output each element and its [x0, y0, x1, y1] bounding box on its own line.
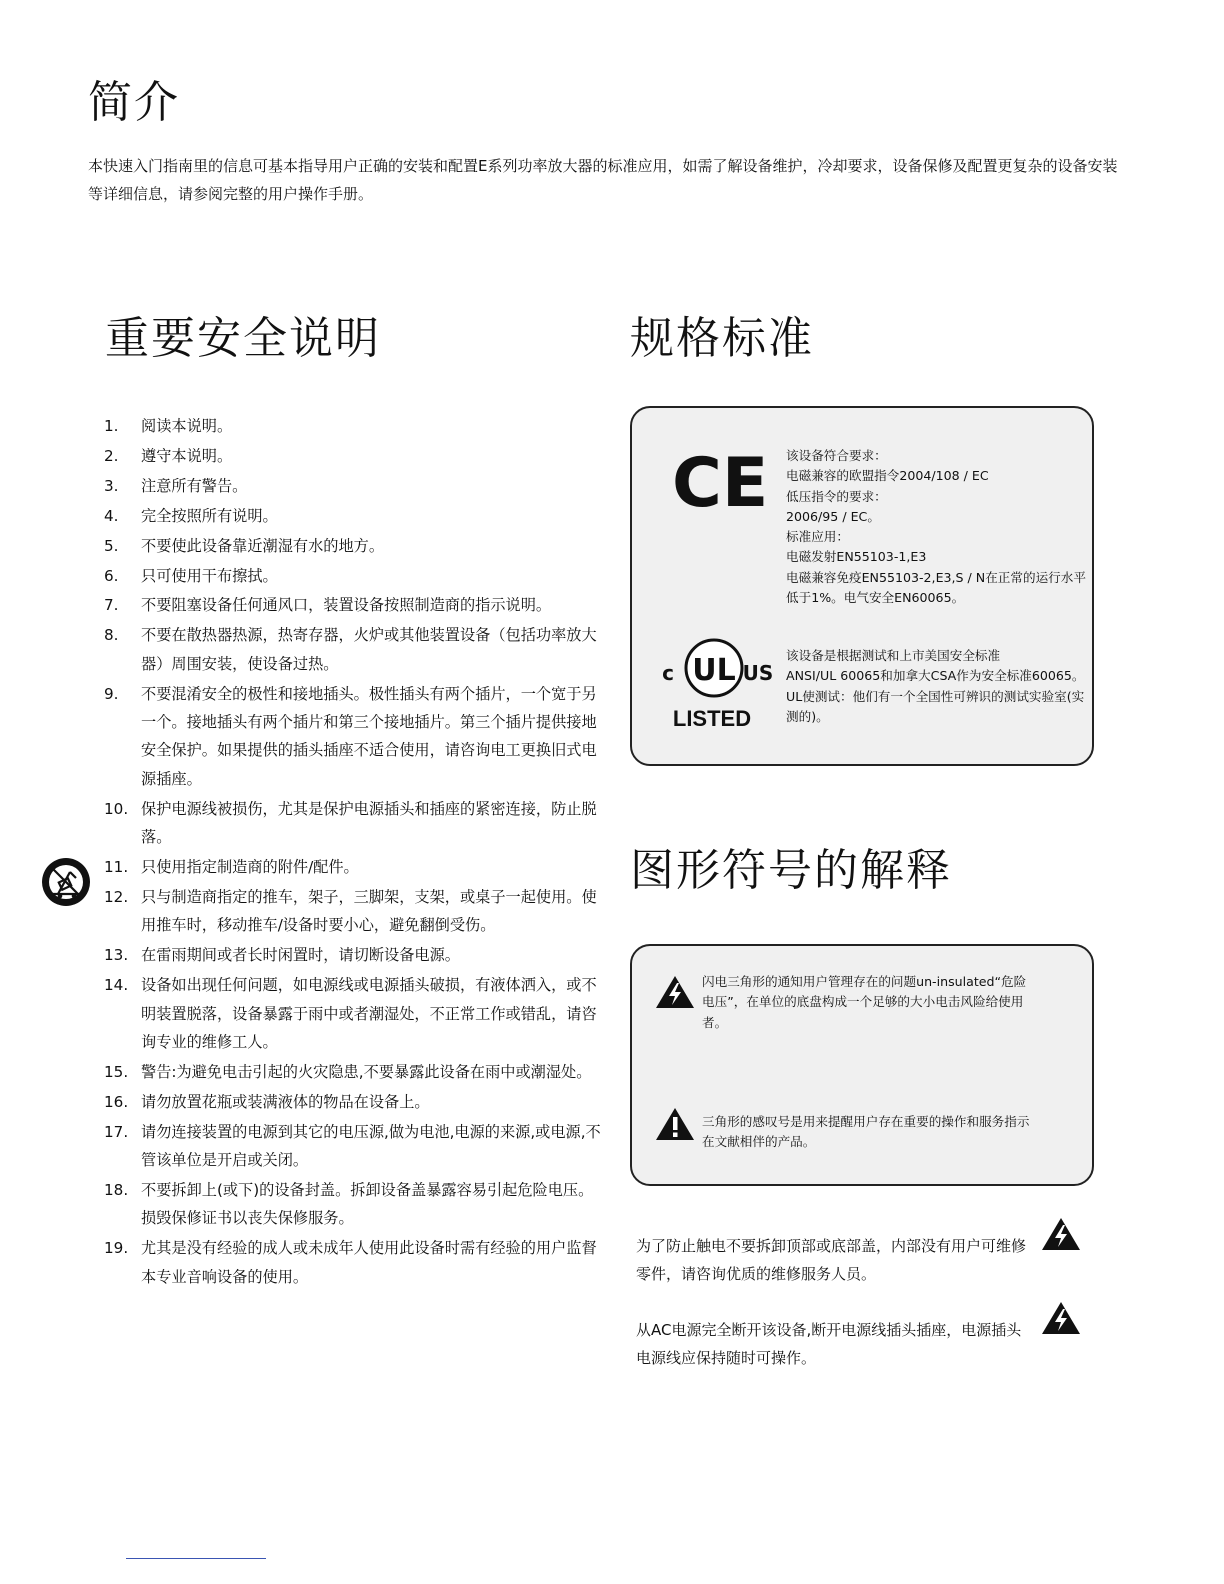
- lightning-triangle-icon: [1040, 1300, 1082, 1336]
- intro-title: 简介: [88, 77, 180, 128]
- safety-item: [104, 502, 604, 530]
- ce-line: 电磁兼容免疫EN55103-2,E3,S / N在正常的运行水平低于1%。电气安全EN60065。: [786, 569, 1086, 606]
- ul-listed-mark-icon: [658, 636, 778, 740]
- svg-text:UL: UL: [692, 653, 736, 688]
- safety-item-number: 2.: [104, 446, 119, 465]
- safety-item-text: 只使用指定制造商的附件/配件。: [141, 858, 359, 877]
- safety-item: [104, 680, 604, 794]
- safety-item-text: 不要阻塞设备任何通风口，装置设备按照制造商的指示说明。: [141, 596, 552, 615]
- ce-line: 2006/95 / EC。: [786, 508, 880, 524]
- safety-item-text: 请勿放置花瓶或装满液体的物品在设备上。: [141, 1092, 430, 1111]
- safety-item-text: 不要拆卸上(或下)的设备封盖。拆卸设备盖暴露容易引起危险电压。损毁保修证书以丧失保修服务。: [141, 1181, 594, 1228]
- safety-item-text: 不要混淆安全的极性和接地插头。极性插头有两个插片，一个宽于另一个。接地插头有两个插片和第三个接地插片。第三个插片提供接地安全保护。如果提供的插头插座不适合使用，请咨询电工更换旧式电源插座。: [141, 684, 597, 788]
- safety-item-number: 3.: [104, 476, 119, 495]
- safety-item-text: 注意所有警告。: [141, 476, 248, 495]
- safety-item-text: 在雷雨期间或者长时闲置时，请切断设备电源。: [141, 946, 460, 965]
- ul-compliance-text: [786, 646, 1086, 727]
- safety-item-text: 尤其是没有经验的成人或未成年人使用此设备时需有经验的用户监督本专业音响设备的使用。: [141, 1239, 597, 1286]
- safety-item: [104, 562, 604, 590]
- safety-item-number: 5.: [104, 536, 119, 555]
- safety-item: [104, 591, 604, 619]
- safety-item-text: 保护电源线被损伤，尤其是保护电源插头和插座的紧密连接，防止脱落。: [141, 799, 597, 847]
- safety-item: [104, 412, 604, 440]
- intro-text: 本快速入门指南里的信息可基本指导用户正确的安装和配置E系列功率放大器的标准应用，如需了解设备维护，冷却要求，设备保修及配置更复杂的设备安装等详细信息，请参阅完整的用户操作手册。: [88, 157, 1118, 203]
- safety-item-number: 4.: [104, 506, 119, 525]
- safety-item: [104, 971, 604, 1056]
- safety-item-number: 6.: [104, 566, 119, 585]
- safety-item: [104, 621, 604, 678]
- safety-item: [104, 1088, 604, 1116]
- safety-item-number: 8.: [104, 626, 119, 645]
- footer-divider: [126, 1558, 266, 1559]
- safety-item-number: 13.: [104, 946, 129, 965]
- safety-item-text: 不要在散热器热源，热寄存器，火炉或其他装置设备（包括功率放大器）周围安装，使设备过热。: [141, 626, 597, 673]
- lightning-triangle-icon: [654, 974, 696, 1010]
- safety-item-number: 7.: [104, 596, 119, 615]
- safety-item: [104, 1058, 604, 1086]
- symbols-box: [630, 944, 1094, 1186]
- lightning-triangle-icon: [1040, 1216, 1082, 1252]
- safety-item-text: 设备如出现任何问题，如电源线或电源插头破损，有液体洒入，或不明装置脱落，设备暴露于雨中或者潮湿处，不正常工作或错乱，请咨询专业的维修工人。: [141, 976, 597, 1052]
- svg-text:US: US: [742, 661, 774, 685]
- safety-item-text: 只可使用干布擦拭。: [141, 566, 278, 585]
- safety-item: [104, 1176, 604, 1233]
- safety-list: [104, 412, 604, 1293]
- safety-item-text: 请勿连接装置的电源到其它的电压源,做为电池,电源的来源,或电源,不管该单位是开启或关闭。: [141, 1122, 601, 1170]
- ce-line: 该设备符合要求：: [786, 448, 887, 463]
- cart-tipover-icon: [40, 856, 92, 908]
- ce-line: 电磁兼容的欧盟指令2004/108 / EC: [786, 468, 989, 484]
- ce-line: 低压指令的要求：: [786, 488, 887, 504]
- standards-title: 规格标准: [630, 313, 814, 364]
- ul-line: ANSI/UL 60065和加拿大CSA作为安全标准60065。: [786, 668, 1085, 684]
- safety-item-text: 阅读本说明。: [141, 417, 233, 435]
- safety-item: [104, 853, 604, 881]
- safety-title: 重要安全说明: [105, 313, 381, 364]
- safety-item-number: 16.: [104, 1092, 129, 1111]
- lightning-symbol-text: 闪电三角形的通知用户管理存在的问题un-insulated“危险电压”，在单位的底盘构成一个足够的大小电击风险给使用者。: [702, 974, 1027, 1030]
- safety-item: [104, 1118, 604, 1175]
- safety-item-number: 10.: [104, 799, 129, 818]
- safety-item-text: 遵守本说明。: [141, 446, 233, 465]
- exclamation-triangle-icon: [654, 1106, 696, 1142]
- exclamation-symbol-text: 三角形的感叹号是用来提醒用户存在重要的操作和服务指示在文献相伴的产品。: [702, 1114, 1030, 1150]
- ce-mark-icon: [670, 444, 769, 523]
- safety-item: [104, 442, 604, 470]
- safety-item-number: 1.: [104, 417, 119, 435]
- safety-item: [104, 472, 604, 500]
- standards-box: [630, 406, 1094, 766]
- safety-item-text: 完全按照所有说明。: [141, 506, 278, 525]
- safety-item: [104, 795, 604, 852]
- ce-line: 标准应用：: [786, 529, 849, 545]
- safety-item-text: 警告:为避免电击引起的火灾隐患,不要暴露此设备在雨中或潮湿处。: [141, 1062, 592, 1081]
- safety-item: [104, 941, 604, 969]
- safety-item-number: 18.: [104, 1181, 129, 1200]
- svg-text:LISTED: LISTED: [672, 706, 752, 731]
- svg-text:CE: CE: [672, 444, 769, 523]
- safety-item-text: 只与制造商指定的推车，架子，三脚架，支架，或桌子一起使用。使用推车时，移动推车/设备时要小心，避免翻倒受伤。: [141, 888, 597, 935]
- safety-item-number: 17.: [104, 1122, 129, 1141]
- safety-item: [104, 883, 604, 940]
- safety-item-number: 14.: [104, 976, 129, 995]
- symbols-title: 图形符号的解释: [630, 845, 952, 896]
- safety-item-number: 9.: [104, 684, 119, 703]
- power-warning-text: 从AC电源完全断开该设备,断开电源线插头插座，电源插头电源线应保持随时可操作。: [636, 1321, 1022, 1367]
- ul-line: UL使测试：他们有一个全国性可辨识的测试实验室(实测的)。: [786, 688, 1085, 724]
- safety-item-text: 不要使此设备靠近潮湿有水的地方。: [141, 536, 384, 555]
- safety-item-number: 19.: [104, 1239, 129, 1258]
- ul-line: 该设备是根据测试和上市美国安全标准: [786, 648, 1001, 663]
- ce-compliance-text: [786, 446, 1086, 608]
- svg-text:c: c: [662, 661, 674, 685]
- safety-item: [104, 1234, 604, 1291]
- cover-warning-text: 为了防止触电不要拆卸顶部或底部盖，内部没有用户可维修零件，请咨询优质的维修服务人员。: [636, 1237, 1027, 1283]
- safety-item-number: 15.: [104, 1062, 129, 1081]
- safety-item-number: 12.: [104, 888, 129, 906]
- safety-item: [104, 532, 604, 560]
- ce-line: 电磁发射EN55103-1,E3: [786, 549, 927, 565]
- safety-item-number: 11.: [104, 858, 129, 877]
